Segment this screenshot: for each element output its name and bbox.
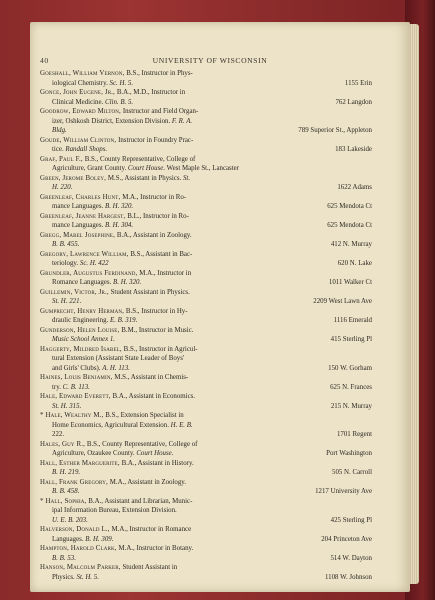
entry-line-continued — [40, 430, 372, 440]
entry-text — [52, 535, 113, 545]
entry-line-continued — [40, 383, 372, 393]
entry-line-continued — [40, 98, 372, 108]
entry-line-first — [40, 288, 372, 298]
person-name: Goude, William Clinton, — [40, 136, 119, 144]
entry-text — [40, 544, 193, 554]
entry-text — [52, 468, 80, 478]
person-name: Haines, Louis Benjamin, — [40, 374, 115, 381]
entry-line-first — [40, 136, 372, 146]
office-location: St. H. 221. — [52, 298, 82, 305]
person-name: Gregg, Mabel Josephine, — [40, 231, 117, 239]
entry-line-continued — [40, 259, 372, 269]
position-text: Romance Languages. — [52, 279, 114, 286]
person-name: Halverson, Donald L., — [40, 526, 112, 533]
entry-text — [52, 278, 141, 288]
home-address: 789 Superior St., Appleton — [298, 127, 372, 134]
entry-line-continued — [40, 278, 372, 288]
entry-line-first — [40, 174, 372, 184]
entry-text — [52, 240, 79, 250]
entry-text — [52, 259, 109, 269]
position-text: B.S., County Representative, College of — [84, 155, 196, 163]
person-name: Goodrow, Edward Milton, — [40, 108, 123, 115]
person-name: Hanson, Malcolm Parker, — [40, 564, 123, 571]
entry-text — [40, 269, 191, 279]
entry-text — [40, 478, 186, 488]
home-address: 1155 Erin — [344, 79, 372, 87]
entry-line-continued — [40, 297, 372, 307]
entry-line-continued — [40, 335, 372, 345]
entry-text — [52, 402, 81, 412]
home-address: 1011 Walker Ct — [328, 279, 372, 286]
entry-text — [40, 345, 198, 355]
position-text: Instructor in Foundry Prac- — [118, 136, 194, 144]
home-address: 505 N. Carroll — [332, 469, 372, 476]
entry-line-continued — [40, 145, 372, 155]
entry-text — [40, 307, 188, 317]
position-text: tice. — [52, 146, 66, 153]
office-location: A. H. 113. — [102, 364, 130, 372]
entry-text — [40, 155, 195, 165]
person-name: Hale, Edward Everett, — [40, 393, 113, 400]
entry-text — [40, 212, 189, 222]
position-text: B.A., Assistant and Librarian, Munic- — [88, 497, 193, 505]
position-text: Agriculture, Grant County. — [52, 165, 128, 172]
entry-text — [40, 525, 191, 535]
office-location: U. E. B. 203. — [52, 516, 88, 524]
entry-line-continued — [40, 117, 372, 127]
position-text: iological Chemistry. — [52, 79, 110, 87]
home-address: 412 N. Murray — [330, 241, 372, 248]
position-text: M.A., Instructor in — [139, 269, 192, 277]
position-text: B.M., Instructor in Music. — [121, 326, 194, 334]
entry-line-first — [40, 88, 372, 98]
position-text: and Girls' Clubs). — [52, 364, 103, 372]
entry-text — [52, 98, 133, 108]
position-text: draulic Engineering. — [52, 317, 110, 324]
entry-line-first — [40, 69, 372, 79]
office-location: B. H. 309. — [85, 535, 114, 543]
running-title: UNIVERSITY OF WISCONSIN — [152, 56, 268, 65]
entry-text — [40, 69, 193, 79]
entry-text — [52, 506, 177, 516]
person-name: Guillemin, Victor, Jr., — [40, 288, 111, 296]
position-text: 222. — [52, 431, 65, 438]
home-address: 204 Princeton Ave — [321, 535, 372, 543]
position-text: M.S., Assistant in Physics. — [107, 174, 183, 182]
office-location: B. H. 219. — [52, 469, 81, 476]
position-text: Agriculture, Ozaukee County. — [52, 450, 137, 457]
person-name: Hales, Guy R., — [40, 440, 87, 448]
entry-text — [52, 573, 99, 583]
office-location: Music School Annex 1. — [52, 336, 116, 343]
entry-line-first — [40, 563, 372, 573]
entry-text — [40, 174, 190, 184]
page-header — [40, 56, 335, 66]
entry-text — [40, 250, 192, 260]
entry-line-continued — [40, 316, 372, 326]
person-name: * Hall, Sophia, — [40, 497, 89, 505]
position-text: Physics. — [52, 573, 77, 581]
position-text: B.S., Instructor in Phys- — [126, 70, 193, 77]
entry-text — [40, 288, 190, 298]
home-address: 1217 University Ave — [315, 488, 372, 495]
office-location: Court House. — [136, 450, 174, 457]
position-text: M.S., Assistant in Chemis- — [114, 374, 189, 381]
office-location: H. 220. — [52, 184, 73, 191]
entry-text — [52, 383, 90, 393]
entry-text — [52, 354, 184, 364]
home-address: 625 N. Frances — [330, 383, 372, 391]
person-name: Grundler, Augustus Ferdinand, — [40, 269, 140, 277]
office-location: C. B. 113. — [62, 383, 90, 391]
office-location: Sc. H. 5. — [109, 79, 134, 87]
position-text: Student Assistant in — [122, 564, 178, 571]
entry-line-first — [40, 155, 372, 165]
entry-text — [40, 392, 195, 402]
entry-text — [40, 373, 188, 383]
entry-line-continued — [40, 421, 372, 431]
entry-text — [52, 202, 133, 212]
entry-text — [52, 164, 239, 174]
position-text: teriology. — [52, 260, 80, 267]
entry-line-continued — [40, 354, 372, 364]
entry-text — [52, 316, 137, 326]
position-text: Instructor and Field Organ- — [122, 108, 199, 115]
page-number: 40 — [40, 56, 49, 65]
entry-text — [40, 563, 177, 573]
entry-text — [52, 421, 193, 431]
directory-entries — [40, 69, 372, 582]
home-address: Port Washington — [326, 450, 372, 457]
position-text: B.S., County Representative, College of — [86, 440, 198, 448]
position-text: Clinical Medicine. — [52, 98, 106, 106]
entry-line-continued — [40, 183, 372, 193]
entry-line-first — [40, 231, 372, 241]
entry-text — [40, 231, 192, 241]
home-address: 425 Sterling Pl — [330, 516, 372, 524]
entry-text — [52, 297, 81, 307]
office-location: B. H. 320. — [105, 203, 134, 210]
entry-text — [52, 430, 64, 440]
home-address: 150 W. Gorham — [328, 364, 372, 372]
position-text: izer, Oshkosh District, Extension Division. — [52, 117, 172, 125]
person-name: Gonce, John Eugene, Jr., — [40, 89, 117, 96]
position-text: Student Assistant in Physics. — [110, 288, 190, 296]
entry-line-first — [40, 193, 372, 203]
entry-line-continued — [40, 573, 372, 583]
entry-line-continued — [40, 240, 372, 250]
position-text: B.A., Assistant in History. — [121, 459, 194, 467]
office-location: B. B. 458. — [52, 488, 80, 495]
home-address: 1108 W. Johnson — [324, 573, 372, 581]
entry-line-first — [40, 326, 372, 336]
entry-line-first — [40, 525, 372, 535]
position-text: tural Extension (Assistant State Leader of Boys' — [52, 355, 185, 362]
entry-line-first — [40, 307, 372, 317]
home-address: 415 Sterling Pl — [330, 336, 372, 343]
entry-line-first — [40, 269, 372, 279]
entry-line-continued — [40, 554, 372, 564]
entry-line-first — [40, 497, 372, 507]
entry-line-first — [40, 411, 372, 421]
position-text: M.A., Instructor in Botany. — [118, 545, 194, 552]
entry-text — [40, 193, 186, 203]
entry-line-first — [40, 107, 372, 117]
office-location: Randall Shops. — [65, 146, 108, 153]
entry-text — [40, 497, 192, 507]
entry-line-continued — [40, 126, 372, 136]
position-text: M.A., Instructor in Ro- — [122, 193, 187, 201]
entry-text — [52, 487, 79, 497]
entry-line-continued — [40, 535, 372, 545]
entry-line-first — [40, 392, 372, 402]
person-name: Gregory, Lawrence William, — [40, 250, 131, 258]
position-text: B.L., Instructor in Ro- — [127, 212, 189, 220]
entry-line-continued — [40, 202, 372, 212]
entry-line-continued — [40, 506, 372, 516]
position-text: B.A., M.D., Instructor in — [116, 89, 186, 96]
person-name: Hall, Frank Gregory, — [40, 478, 110, 486]
office-location: St. H. 5. — [76, 573, 99, 581]
person-name: Gunderson, Helen Louise, — [40, 326, 122, 334]
position-text: Languages. — [52, 535, 86, 543]
person-name: Hampton, Harold Clark, — [40, 545, 119, 552]
position-text: mance Languages. — [52, 203, 105, 210]
person-name: Greenleaf, Charles Hunt, — [40, 193, 123, 201]
position-text: B.S., Instructor in Agricul- — [123, 345, 198, 353]
person-name: Graf, Paul F., — [40, 155, 85, 163]
entry-line-continued — [40, 468, 372, 478]
entry-line-first — [40, 459, 372, 469]
office-location: B. B. 53. — [52, 554, 76, 562]
home-address: 620 N. Lake — [337, 260, 372, 267]
office-location: B. H. 320. — [113, 279, 142, 286]
entry-text — [52, 516, 88, 526]
position-text: B.S., Extension Specialist in — [105, 412, 184, 419]
entry-text — [40, 459, 194, 469]
person-name: * Hale, Wealthy M., — [40, 412, 106, 419]
entry-line-first — [40, 345, 372, 355]
person-name: Gumprecht, Henry Herman, — [40, 307, 126, 315]
entry-text — [52, 554, 76, 564]
entry-line-continued — [40, 164, 372, 174]
entry-line-first — [40, 440, 372, 450]
home-address: 1701 Regent — [336, 431, 372, 438]
entry-text — [52, 145, 107, 155]
position-text: M.A., Assistant in Zoology. — [109, 478, 187, 486]
home-address: 625 Mendota Ct — [327, 222, 372, 229]
office-location: F. R. A. — [171, 117, 193, 125]
home-address: 514 W. Dayton — [330, 554, 372, 562]
office-location: St. — [182, 174, 191, 182]
person-name: Haggerty, Mildred Isabel, — [40, 345, 124, 353]
office-location: B. H. 304. — [105, 222, 134, 229]
entry-line-first — [40, 544, 372, 554]
entry-line-first — [40, 212, 372, 222]
office-location: H. E. B. — [170, 421, 193, 429]
office-location: St. H. 315. — [52, 402, 82, 410]
entry-text — [52, 183, 72, 193]
position-text: Home Economics, Agricultural Extension. — [52, 421, 171, 429]
entry-line-continued — [40, 79, 372, 89]
entry-text — [40, 411, 184, 421]
position-text: B.S., Assistant in Bac- — [130, 250, 193, 258]
entry-text — [40, 88, 185, 98]
entry-text — [52, 79, 133, 89]
home-address: 215 N. Murray — [330, 402, 372, 410]
home-address: 762 Langdon — [335, 98, 372, 106]
person-name: Greenleaf, Jeanne Hargest, — [40, 212, 128, 220]
entry-text — [52, 117, 192, 127]
entry-line-first — [40, 250, 372, 260]
entry-line-continued — [40, 449, 372, 459]
entry-line-continued — [40, 487, 372, 497]
entry-text — [52, 221, 133, 231]
office-location: Sc. H. 422 — [79, 260, 109, 267]
position-text: B.A., Assistant in Zoology. — [116, 231, 192, 239]
office-location: Clin. B. 5. — [105, 98, 134, 106]
position-text: ipal Information Bureau, Extension Division. — [52, 507, 177, 514]
entry-text — [52, 364, 130, 374]
home-address: 183 Lakeside — [335, 146, 372, 153]
entry-line-continued — [40, 221, 372, 231]
office-location: Court House. — [127, 165, 166, 172]
entry-text — [40, 440, 197, 450]
home-address: 2209 West Lawn Ave — [313, 298, 372, 305]
person-name: Goeshall, William Vernon, — [40, 70, 127, 77]
entry-text — [40, 326, 193, 336]
entry-text — [52, 126, 67, 136]
entry-text — [40, 136, 193, 146]
entry-line-continued — [40, 402, 372, 412]
home-address: 625 Mendota Ct — [327, 203, 372, 210]
office-location: Bldg. — [52, 127, 67, 134]
entry-line-first — [40, 478, 372, 488]
entry-text — [52, 335, 115, 345]
office-location: B. B. 455. — [52, 241, 80, 248]
position-text: M.A., Instructor in Romance — [111, 526, 192, 533]
entry-text — [40, 107, 198, 117]
position-text: B.A., Assistant in Economics. — [112, 393, 196, 400]
position-text: try. — [52, 383, 63, 391]
office-location: E. B. 319. — [109, 317, 138, 324]
position-text: mance Languages. — [52, 222, 105, 229]
entry-line-first — [40, 373, 372, 383]
location-text: West Maple St., Lancaster — [165, 165, 240, 172]
person-name: Hall, Esther Marguerite, — [40, 459, 122, 467]
home-address: 1622 Adams — [337, 184, 372, 191]
position-text: B.S., Instructor in Hy- — [125, 307, 188, 315]
entry-line-continued — [40, 364, 372, 374]
person-name: Green, Jerome Boley, — [40, 174, 108, 182]
entry-text — [52, 449, 173, 459]
entry-line-continued — [40, 516, 372, 526]
home-address: 1116 Emerald — [333, 317, 372, 324]
